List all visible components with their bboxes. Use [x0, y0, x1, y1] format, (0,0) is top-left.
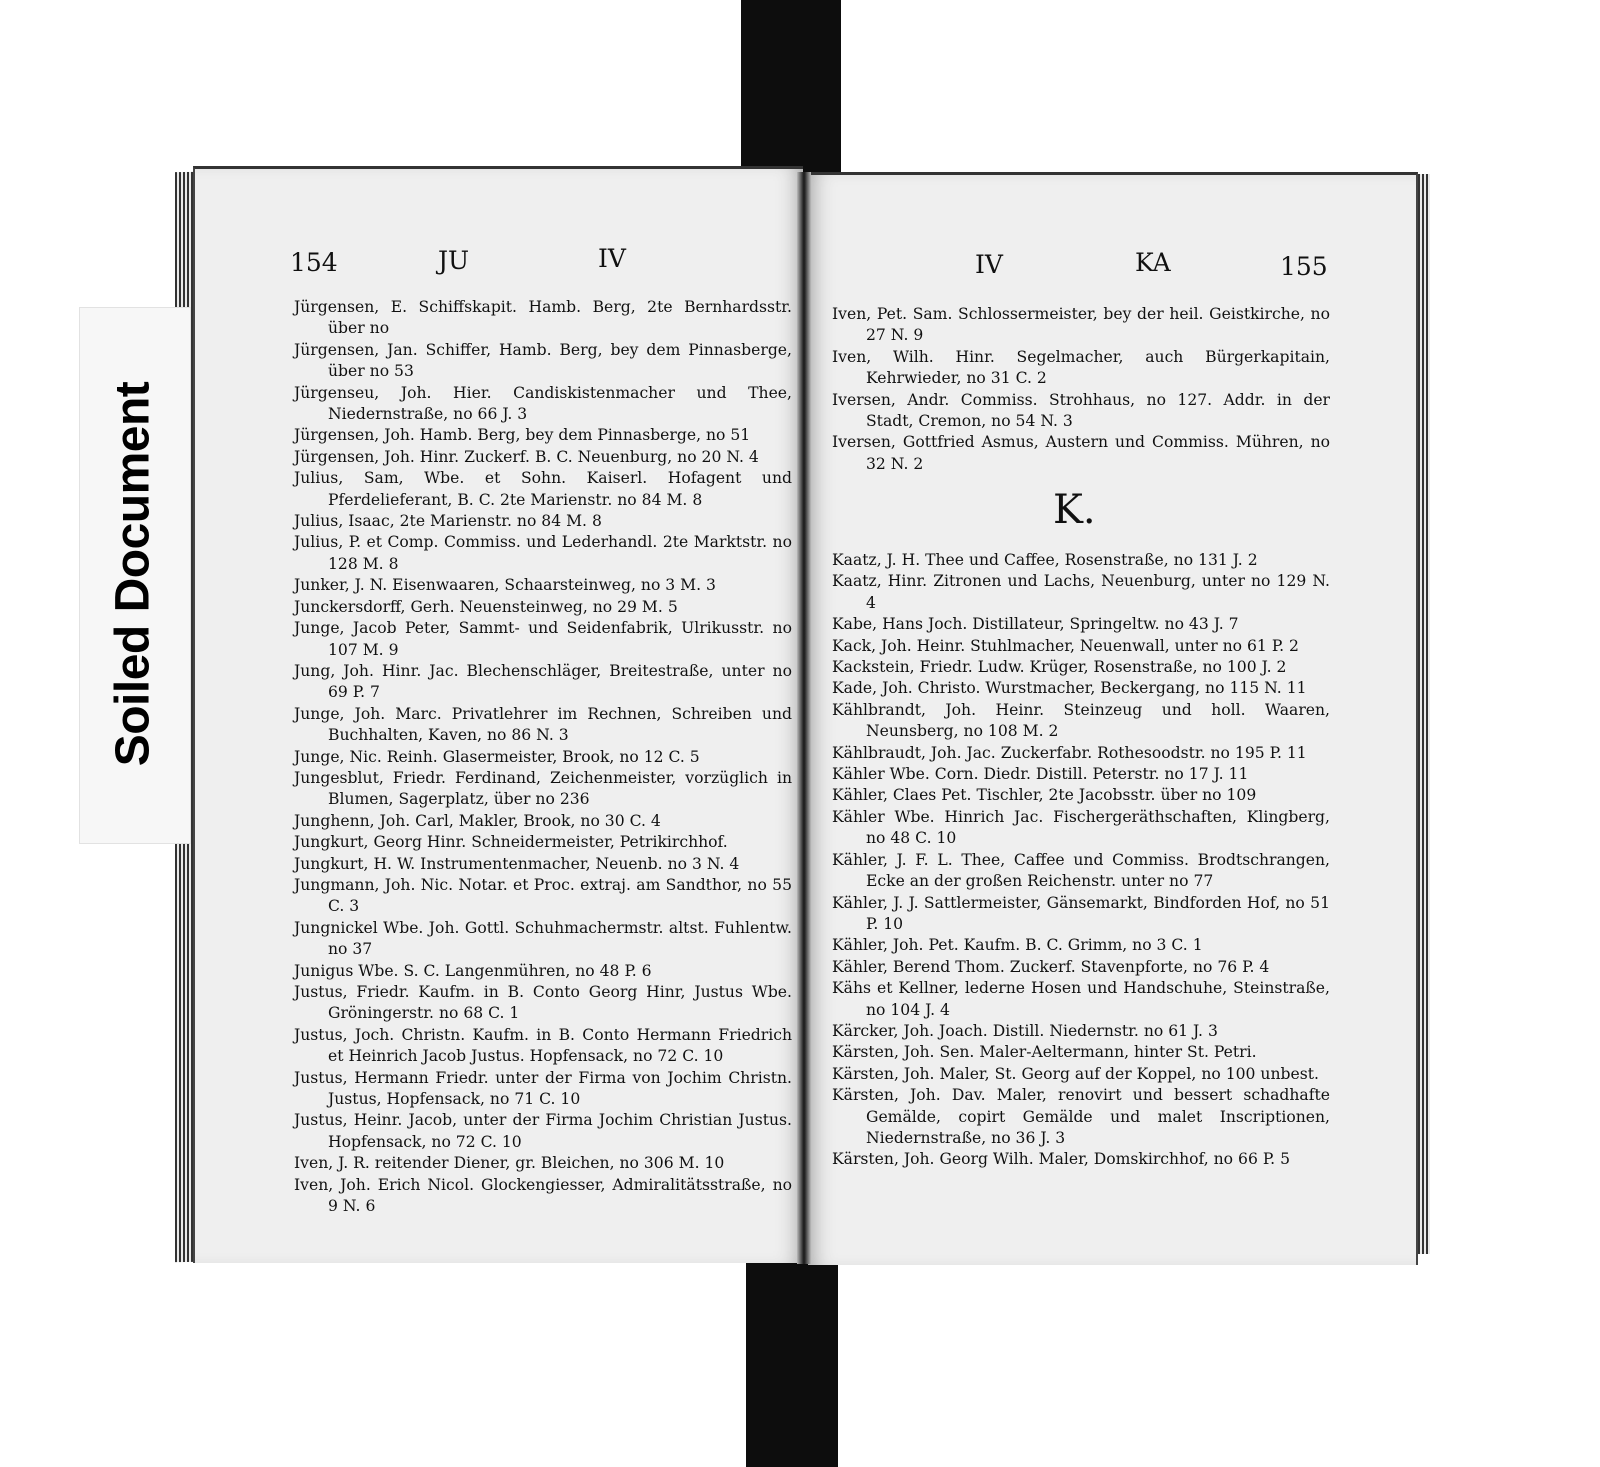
directory-entry: Jürgensen, Jan. Schiffer, Hamb. Berg, bey dem Pinnasberge, über no 53	[294, 340, 792, 381]
directory-entry: Iversen, Andr. Commiss. Strohhaus, no 127. Addr. in der Stadt, Cremon, no 54 N. 3	[832, 390, 1330, 431]
directory-entry: Jürgensen, E. Schiffskapit. Hamb. Berg, 2te Bernhardsstr. über no	[294, 298, 792, 338]
directory-entry: Iven, Pet. Sam. Schlossermeister, bey der heil. Geistkirche, no 27 N. 9	[832, 305, 1330, 345]
directory-entry: Jürgensen, Joh. Hinr. Zuckerf. B. C. Neuenburg, no 20 N. 4	[294, 447, 759, 466]
directory-entry: Jungkurt, Georg Hinr. Schneidermeister, Petrikirchhof.	[294, 833, 728, 852]
directory-entry: Jung, Joh. Hinr. Jac. Blechenschläger, Breitestraße, unter no 69 P. 7	[294, 661, 792, 702]
left-page-number: 154	[290, 248, 338, 277]
soiled-document-label: Soiled Document	[106, 381, 160, 767]
directory-entry: Kärcker, Joh. Joach. Distill. Niedernstr. no 61 J. 3	[832, 1021, 1218, 1040]
directory-entry: Kackstein, Friedr. Ludw. Krüger, Rosenstraße, no 100 J. 2	[832, 658, 1287, 677]
directory-entry: Kähler, Claes Pet. Tischler, 2te Jacobsstr. über no 109	[832, 786, 1257, 805]
directory-entry: Iversen, Gottfried Asmus, Austern und Commiss. Mühren, no 32 N. 2	[832, 433, 1330, 473]
directory-entry: Kaatz, J. H. Thee und Caffee, Rosenstraße, no 131 J. 2	[832, 551, 1258, 569]
directory-entry: Iven, Wilh. Hinr. Segelmacher, auch Bürgerkapitain, Kehrwieder, no 31 C. 2	[832, 347, 1330, 388]
directory-entry: Kärsten, Joh. Dav. Maler, renovirt und bessert schadhafte Gemälde, copirt Gemälde und malet Inscriptionen, Niedernstraße, no 36 J. 3	[832, 1086, 1330, 1147]
left-entries-list	[294, 297, 792, 1217]
directory-entry: Junge, Nic. Reinh. Glasermeister, Brook, no 12 C. 5	[294, 747, 700, 766]
directory-entry: Julius, Sam, Wbe. et Sohn. Kaiserl. Hofagent und Pferdelieferant, B. C. 2te Marienstr. no 84 M. 8	[294, 469, 792, 509]
directory-entry: Kaatz, Hinr. Zitronen und Lachs, Neuenburg, unter no 129 N. 4	[832, 572, 1330, 612]
directory-entry: Jungkurt, H. W. Instrumentenmacher, Neuenb. no 3 N. 4	[294, 854, 740, 873]
directory-entry: Kack, Joh. Heinr. Stuhlmacher, Neuenwall, unter no 61 P. 2	[832, 636, 1299, 655]
directory-entry: Justus, Heinr. Jacob, unter der Firma Jochim Christian Justus. Hopfensack, no 72 C. 10	[294, 1111, 792, 1151]
directory-entry: Junghenn, Joh. Carl, Makler, Brook, no 30 C. 4	[294, 811, 661, 830]
directory-entry: Kähler, J. J. Sattlermeister, Gänsemarkt, Bindforden Hof, no 51 P. 10	[832, 893, 1330, 933]
directory-entry: Julius, P. et Comp. Commiss. und Lederhandl. 2te Marktstr. no 128 M. 8	[294, 533, 792, 573]
book-support-bottom	[746, 1251, 838, 1467]
book-gutter	[797, 172, 811, 1264]
directory-entry: Jungnickel Wbe. Joh. Gottl. Schuhmachermstr. altst. Fuhlentw. no 37	[294, 918, 792, 959]
directory-entry: Junge, Joh. Marc. Privatlehrer im Rechnen, Schreiben und Buchhalten, Kaven, no 86 N. 3	[294, 704, 792, 745]
directory-entry: Kärsten, Joh. Georg Wilh. Maler, Domskirchhof, no 66 P. 5	[832, 1150, 1290, 1169]
right-entries-top-list	[832, 304, 1330, 475]
book-support-top	[741, 0, 841, 178]
directory-entry: Junckersdorff, Gerh. Neuensteinweg, no 29 M. 5	[294, 597, 678, 616]
directory-entry: Kade, Joh. Christo. Wurstmacher, Beckergang, no 115 N. 11	[832, 679, 1307, 698]
section-letter: K.	[1053, 487, 1096, 533]
directory-entry: Kähler, Berend Thom. Zuckerf. Stavenpforte, no 76 P. 4	[832, 957, 1270, 976]
directory-entry: Jungesblut, Friedr. Ferdinand, Zeichenmeister, vorzüglich in Blumen, Sagerplatz, über no 236	[294, 768, 792, 809]
directory-entry: Jürgensen, Joh. Hamb. Berg, bey dem Pinnasberge, no 51	[294, 426, 751, 445]
directory-entry: Iven, Joh. Erich Nicol. Glockengiesser, Admiralitätsstraße, no 9 N. 6	[294, 1175, 792, 1216]
right-header-left: IV	[975, 250, 1003, 279]
left-header-center: JU	[438, 246, 470, 275]
directory-entry: Kähler, Joh. Pet. Kaufm. B. C. Grimm, no 3 C. 1	[832, 936, 1203, 955]
directory-entry: Kähler Wbe. Corn. Diedr. Distill. Peterstr. no 17 J. 11	[832, 765, 1249, 784]
directory-entry: Justus, Joch. Christn. Kaufm. in B. Conto Hermann Friedrich et Heinrich Jacob Justus. Hopfensack, no 72 C. 10	[294, 1025, 792, 1066]
directory-entry: Kählbraudt, Joh. Jac. Zuckerfabr. Rothesoodstr. no 195 P. 11	[832, 743, 1307, 762]
directory-entry: Kärsten, Joh. Maler, St. Georg auf der Koppel, no 100 unbest.	[832, 1064, 1319, 1083]
right-entries-bottom-list	[832, 550, 1330, 1171]
directory-entry: Kähs et Kellner, lederne Hosen und Handschuhe, Steinstraße, no 104 J. 4	[832, 979, 1330, 1019]
directory-entry: Junker, J. N. Eisenwaaren, Schaarsteinweg, no 3 M. 3	[294, 576, 716, 595]
directory-entry: Junge, Jacob Peter, Sammt- und Seidenfabrik, Ulrikusstr. no 107 M. 9	[294, 619, 792, 659]
directory-entry: Kabe, Hans Joch. Distillateur, Springeltw. no 43 J. 7	[832, 615, 1239, 634]
directory-entry: Kähler Wbe. Hinrich Jac. Fischergeräthschaften, Klingberg, no 48 C. 10	[832, 807, 1330, 848]
directory-entry: Jürgenseu, Joh. Hier. Candiskistenmacher und Thee, Niedernstraße, no 66 J. 3	[294, 383, 792, 424]
right-header-center: KA	[1135, 248, 1171, 277]
directory-entry: Kähler, J. F. L. Thee, Caffee und Commiss. Brodtschrangen, Ecke an der großen Reichenstr. unter no 77	[832, 850, 1330, 891]
directory-entry: Justus, Friedr. Kaufm. in B. Conto Georg Hinr, Justus Wbe. Gröningerstr. no 68 C. 1	[294, 983, 792, 1023]
directory-entry: Iven, J. R. reitender Diener, gr. Bleichen, no 306 M. 10	[294, 1154, 725, 1173]
right-page-number: 155	[1280, 252, 1328, 281]
directory-entry: Kählbrandt, Joh. Heinr. Steinzeug und holl. Waaren, Neunsberg, no 108 M. 2	[832, 700, 1330, 741]
left-header-right: IV	[598, 244, 626, 273]
directory-entry: Kärsten, Joh. Sen. Maler-Aeltermann, hinter St. Petri.	[832, 1043, 1257, 1062]
directory-entry: Justus, Hermann Friedr. unter der Firma von Jochim Christn. Justus, Hopfensack, no 71 C. 10	[294, 1068, 792, 1109]
directory-entry: Junigus Wbe. S. C. Langenmühren, no 48 P. 6	[294, 961, 652, 980]
directory-entry: Julius, Isaac, 2te Marienstr. no 84 M. 8	[294, 512, 602, 531]
directory-entry: Jungmann, Joh. Nic. Notar. et Proc. extraj. am Sandthor, no 55 C. 3	[294, 875, 792, 916]
